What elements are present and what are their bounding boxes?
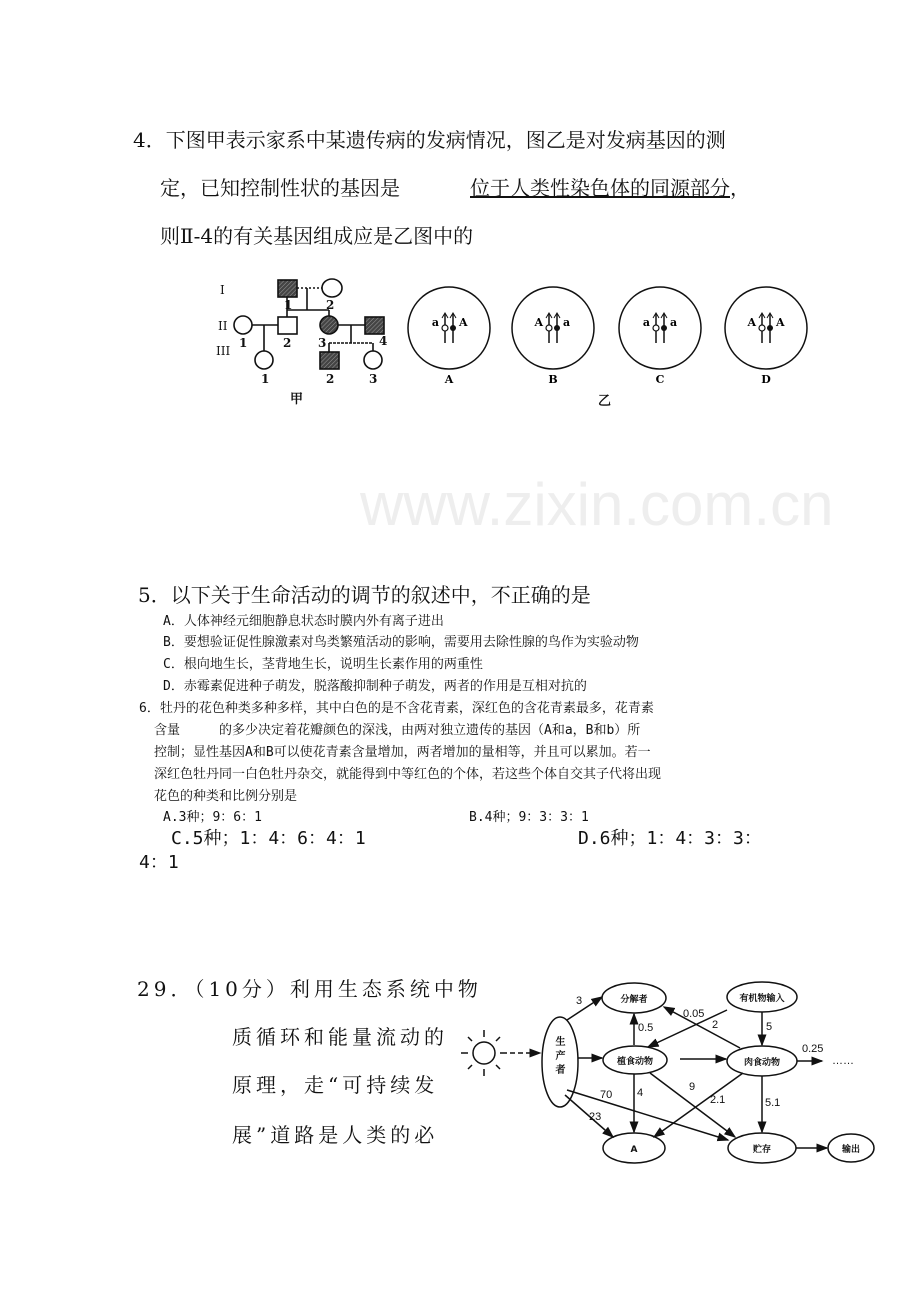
allele-left: A [534,316,543,329]
label-storage: 贮存 [752,1145,772,1155]
pedigree-caption: 甲 [290,392,304,407]
label-producer: 生产者 [553,1036,564,1078]
label-III3: 3 [369,372,378,386]
q29-line2: 质循环和能量流动的 [232,1025,448,1049]
edge-herb-A: 4 [637,1087,644,1099]
q4-line1: 4．下图甲表示家系中某遗传病的发病情况，图乙是对发病基因的测 [133,128,726,152]
cell-diagrams [408,287,807,386]
gen-label-II: II [218,319,228,333]
label-carnivore: 肉食动物 [743,1058,781,1068]
q6-line2: 含量 的多少决定着花瓣颜色的深浅，由两对独立遗传的基因（A和a，B和b）所 [154,723,641,738]
cell-B [512,287,594,386]
II2-male [278,317,297,334]
II4-affected-male [365,317,384,334]
edge-carn-A: 2.1 [710,1094,726,1106]
q5-option-c: C．根向地生长，茎背地生长，说明生长素作用的两重性 [163,657,483,672]
label-herbivore: 植食动物 [616,1057,654,1067]
cell-label: D [761,373,771,386]
III2-affected-male [320,352,339,369]
III3-female [364,351,382,369]
edge-herb-storage: 9 [689,1081,696,1093]
edge-carn-out: 0.25 [802,1043,824,1055]
centromere-filled [450,325,456,331]
cells-caption: 乙 [598,394,612,409]
label-I1: 1 [284,298,293,312]
q6-option-c: C.5种；1：4：6：4：1 [171,828,366,849]
label-III2: 2 [326,372,335,386]
I1-affected-male [278,280,297,297]
gen-label-I: I [220,283,225,297]
edge-input-carn: 5 [766,1021,773,1033]
edge-carn-dec: 0.05 [683,1008,705,1020]
label-II3: 3 [318,336,327,350]
edge-carn-storage: 5.1 [765,1097,781,1109]
I2-female [322,279,342,297]
label-II2: 2 [283,336,292,350]
cell-label: B [548,373,558,386]
cell-A [408,287,490,386]
q5-option-a: A．人体神经元细胞静息状态时膜内外有离子进出 [163,614,444,629]
edge-p-storage: 70 [600,1089,613,1101]
centromere-filled [661,325,667,331]
allele-left: a [642,316,650,329]
label-output: 输出 [841,1145,861,1155]
cell-C [619,287,701,386]
watermark: www.zixin.com.cn [360,471,834,538]
cell-D [725,287,807,386]
II3-affected-female [320,316,338,334]
edge-input-herb: 2 [712,1019,719,1031]
II1-female [234,316,252,334]
edge-p-dec: 3 [576,995,583,1007]
centromere-filled [554,325,560,331]
q5-option-d: D．赤霉素促进种子萌发，脱落酸抑制种子萌发，两者的作用是互相对抗的 [163,679,587,694]
III1-female [255,351,273,369]
q29-line1: 29．（10分）利用生态系统中物 [137,977,482,1001]
q4-line3: 则Ⅱ-4的有关基因组成应是乙图中的 [160,224,474,248]
label-I2: 2 [326,298,335,312]
cell-label: A [444,373,454,386]
ecosystem-diagram [461,982,874,1163]
q6-option-d: D.6种；1：4：3：3： [578,828,762,849]
q4-line2b: 位于人类性染色体的同源部分 [470,176,730,200]
allele-right: a [670,316,678,329]
q6-line1: 6．牡丹的花色种类多种多样，其中白色的是不含花青素，深红色的含花青素最多，花青素 [139,701,654,716]
edge-ellipsis: …… [832,1055,854,1067]
edge-p-A: 23 [589,1111,602,1123]
cell-outline [512,287,594,369]
q5-option-b: B．要想验证促性腺激素对鸟类繁殖活动的影响，需要用去除性腺的鸟作为实验动物 [163,635,639,650]
centromere-open [653,325,659,331]
centromere-open [546,325,552,331]
label-decomposer: 分解者 [620,995,648,1005]
q6-line4: 深红色牡丹同一白色牡丹杂交，就能得到中等红色的个体，若这些个体自交其子代将出现 [154,767,662,782]
allele-right: a [563,316,571,329]
cell-outline [408,287,490,369]
pedigree-chart [216,279,387,407]
label-II1: 1 [239,336,248,350]
allele-right: A [459,316,468,329]
label-A: A [630,1145,638,1155]
sun-icon [461,1030,507,1076]
q6-line3: 控制；显性基因A和B可以使花青素含量增加，两者增加的量相等，并且可以累加。若一 [154,745,651,760]
allele-right: A [776,316,785,329]
label-II4: 4 [379,334,388,348]
q6-option-d-cont: 4：1 [139,852,179,873]
edge-herb-dec: 0.5 [638,1022,654,1034]
q29-line3: 原理，走“可持续发 [232,1073,439,1097]
q4-line2c: ， [730,176,750,200]
q6-option-a: A.3种；9：6：1 [163,810,262,825]
q29-line4: 展”道路是人类的必 [232,1123,439,1147]
centromere-open [442,325,448,331]
label-III1: 1 [261,372,270,386]
q6-option-b: B.4种；9：3：3：1 [469,810,589,825]
cell-outline [619,287,701,369]
cell-outline [725,287,807,369]
q4-line2a: 定，已知控制性状的基因是 [160,176,400,200]
centromere-open [759,325,765,331]
allele-left: A [747,316,756,329]
q6-line5: 花色的种类和比例分别是 [154,789,298,804]
label-organic-input: 有机物输入 [739,994,785,1004]
cell-label: C [655,373,665,386]
allele-left: a [431,316,439,329]
gen-label-III: III [216,344,231,358]
centromere-filled [767,325,773,331]
q5-title: 5．以下关于生命活动的调节的叙述中，不正确的是 [138,583,591,607]
